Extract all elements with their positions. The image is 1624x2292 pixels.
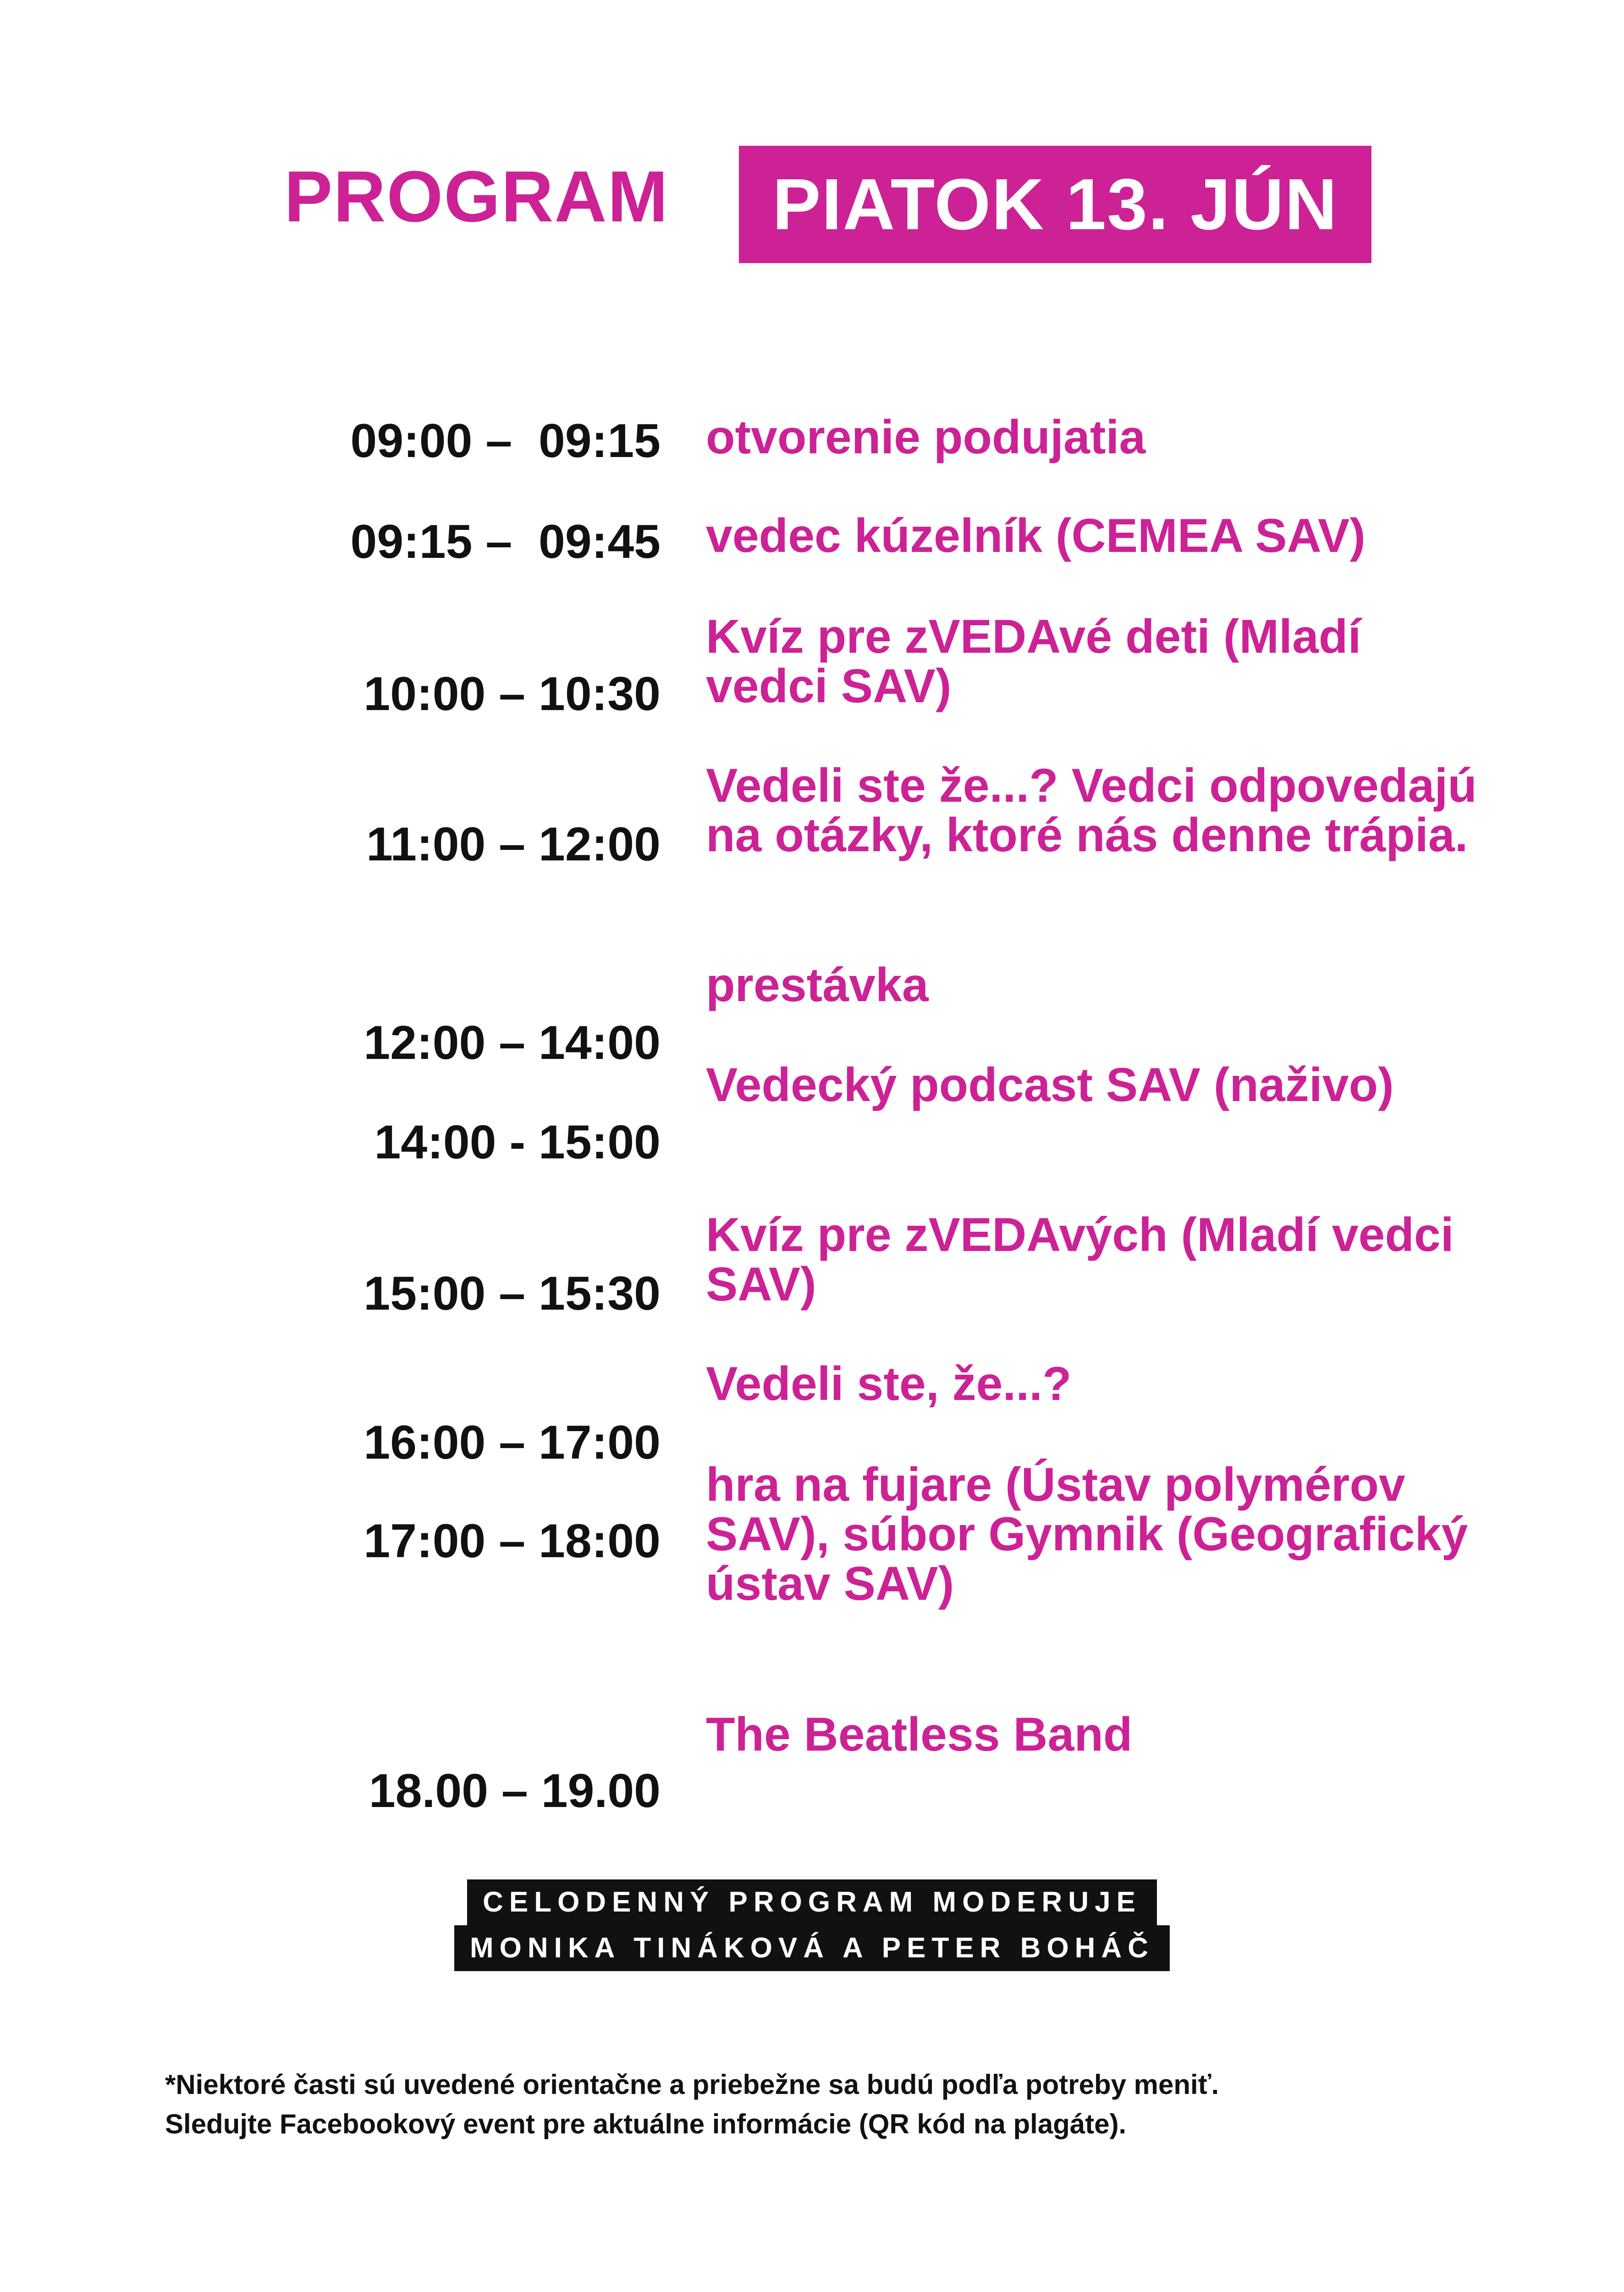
schedule-event: Vedeli ste, že...? — [706, 1357, 1072, 1410]
moderator-line-2: MONIKA TINÁKOVÁ A PETER BOHÁČ — [454, 1925, 1170, 1971]
schedule-event: vedec kúzelník (CEMEA SAV) — [706, 509, 1366, 562]
program-title: PROGRAM — [284, 156, 669, 237]
footnote — [165, 2065, 1540, 2144]
schedule-event: Kvíz pre zVEDAvé deti (Mladí vedci SAV) — [706, 610, 1361, 713]
date-badge — [739, 146, 1371, 263]
schedule-event: hra na fujare (Ústav polymérov SAV), súbor Gymnik (Geografický ústav SAV) — [706, 1458, 1468, 1610]
schedule-time: 14:00 - 15:00 — [374, 1116, 661, 1169]
footnote-line-1: *Niektoré časti sú uvedené orientačne a priebežne sa budú podľa potreby meniť. — [165, 2069, 1219, 2100]
schedule-event: Vedecký podcast SAV (naživo) — [706, 1058, 1394, 1112]
schedule-time: 11:00 – 12:00 — [366, 818, 661, 871]
schedule-event: Kvíz pre zVEDAvých (Mladí vedci SAV) — [706, 1208, 1454, 1311]
schedule-event: otvorenie podujatia — [706, 411, 1146, 464]
schedule-time: 18.00 – 19.00 — [369, 1764, 661, 1818]
schedule-event: The Beatless Band — [706, 1708, 1133, 1761]
schedule-time: 16:00 – 17:00 — [363, 1416, 661, 1469]
schedule-time: 12:00 – 14:00 — [363, 1016, 661, 1069]
schedule-time: 09:15 – 09:45 — [350, 515, 661, 568]
footnote-line-2: Sledujte Facebookový event pre aktuálne informácie (QR kód na plagáte). — [165, 2109, 1127, 2139]
moderator-line-1: CELODENNÝ PROGRAM MODERUJE — [467, 1879, 1157, 1925]
schedule-time: 17:00 – 18:00 — [363, 1515, 661, 1568]
date-label: PIATOK 13. JÚN — [772, 164, 1338, 245]
schedule-event: prestávka — [706, 959, 929, 1012]
schedule-time: 15:00 – 15:30 — [363, 1267, 661, 1320]
schedule-time: 10:00 – 10:30 — [363, 667, 661, 721]
schedule-event: Vedeli ste že...? Vedci odpovedajú na otázky, ktoré nás denne trápia. — [706, 759, 1477, 862]
moderator-banner — [0, 1879, 1624, 1971]
schedule-time: 09:00 – 09:15 — [350, 414, 661, 468]
